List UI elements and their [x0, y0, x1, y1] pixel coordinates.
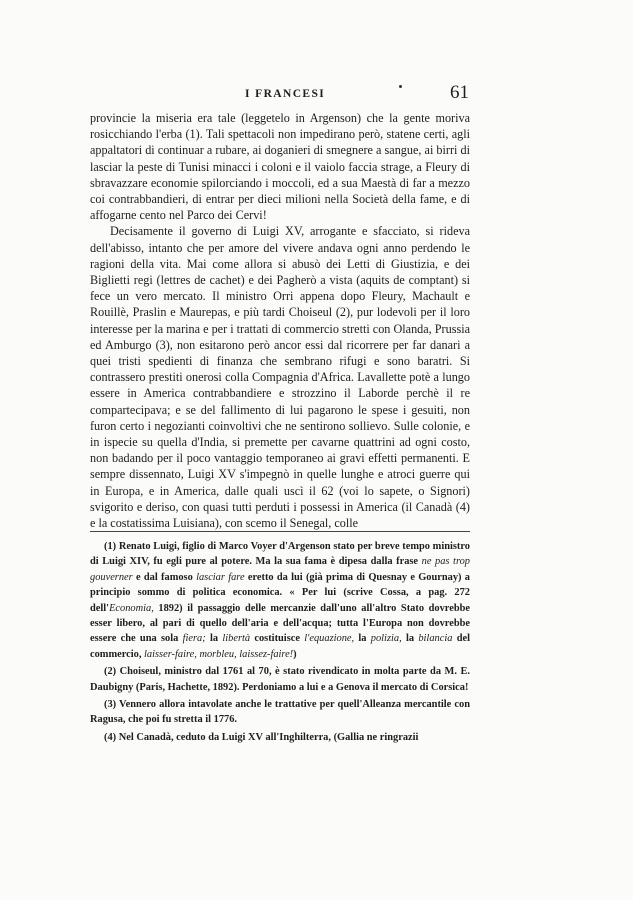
- main-text: [90, 110, 470, 531]
- footnote-3: (3) Vennero allora intavolate anche le trattative per quell'Alleanza mercantile con Ragusa, che poi fu stretta il 1776.: [90, 699, 470, 726]
- footnote-divider: [90, 531, 470, 532]
- page-header: [90, 82, 470, 110]
- paragraph: provincie la miseria era tale (leggetelo in Argenson) che la gente moriva rosicchiando l'erba (1). Tali spettacoli non impedirano però, statene certi, agli appaltatori di continuar a rubare, ai doganieri di smegnere a sangue, ai birri di lasciar la peste di Tunisi minacci i coloni e il vaiolo faccia strage, a Fleury di sbravazzare economie spilorciando i moccoli, ed a sua Maestà di far a mezzo coi contrabbandieri, di entrar per dieci milioni nella Società della fame, e di affogarne cento nel Parco dei Cervi!: [90, 111, 470, 223]
- page-number: 61: [450, 82, 469, 103]
- footnote-4: (4) Nel Canadà, ceduto da Luigi XV all'Inghilterra, (Gallia ne ringrazii: [104, 731, 419, 743]
- footnotes: [90, 539, 470, 747]
- ink-speck: [399, 85, 402, 88]
- running-title: I FRANCESI: [245, 88, 326, 100]
- footnote-2: (2) Choiseul, ministro dal 1761 al 70, è stato rivendicato in molta parte da M. E. Daubigny (Paris, Hachette, 1892). Perdoniamo a lui e a Genova il mercato di Corsica!: [90, 666, 470, 693]
- paragraph: Decisamente il governo di Luigi XV, arrogante e sfacciato, si rideva dell'abisso, intanto che per amore del vivere andava ogni anno perdendo le ragioni della vita. Mai come allora si abusò dei Letti di Giustizia, e dei Biglietti regi (lettres de cachet) e dei Pagherò a vista (aquits de comptant) si fece un vero mercato. Il ministro Orri appena dopo Fleury, Machault e Rouillè, Praslin e Maurepas, e più tardi Choiseul (2), pur lodevoli per il loro interesse per la marina e per i trattati di commercio stretti con Olanda, Prussia ed Amburgo (3), non esitarono però ancor essi dal ricorrere per far danari a quei tristi spedienti di finanza che sembrano rifugi e sono baratri. Si contrassero prestiti onerosi colla Compagnia d'Africa. Lavallette potè a lungo essere in America contrabbandiere e strozzino il Laborde perchè il re compartecipava; e se del fallimento di lui pagarono le spese i gesuiti, non furon certo i negozianti coinvoltivi che ne sentirono sollievo. Sulle colonie, e in ispecie su quella d'India, si premette per cavarne quattrini ad ogni costo, non badando per il poco vantaggio temporaneo ai gravi effetti permanenti. E sempre dissennato, Luigi XV s'impegnò in quelle lunghe e atroci guerre qui in Europa, e in America, dalle quali uscì il 62 (voi lo sapete, o Signori) svigorito e deriso, con quasi tutti perduti i possessi in America (il Canadà (4) e la costatissima Luisiana), con scemo il Senegal, colle: [90, 224, 470, 531]
- footnote-1: (1) Renato Luigi, figlio di Marco Voyer d'Argenson stato per breve tempo ministro di Luigi XIV, fu egli pure al potere. Ma la sua fama è dipesa dalla frase ne pas trop gouverner e dal famoso lasciar fare eretto da lui (già prima di Quesnay e Gournay) a principio sommo di politica economica. « Per lui (scrive Cossa, a pag. 272 dell'Economia, 1892) il passaggio delle mercanzie dall'uno all'altro Stato dovrebbe esser libero, al pari di quello dell'aria e dell'acqua; tutta l'Europa non dovrebbe essere che una sola fiera; la libertà costituisce l'equazione, la polizia, la bilancia del commercio, laisser-faire, morbleu, laissez-faire!): [90, 541, 470, 660]
